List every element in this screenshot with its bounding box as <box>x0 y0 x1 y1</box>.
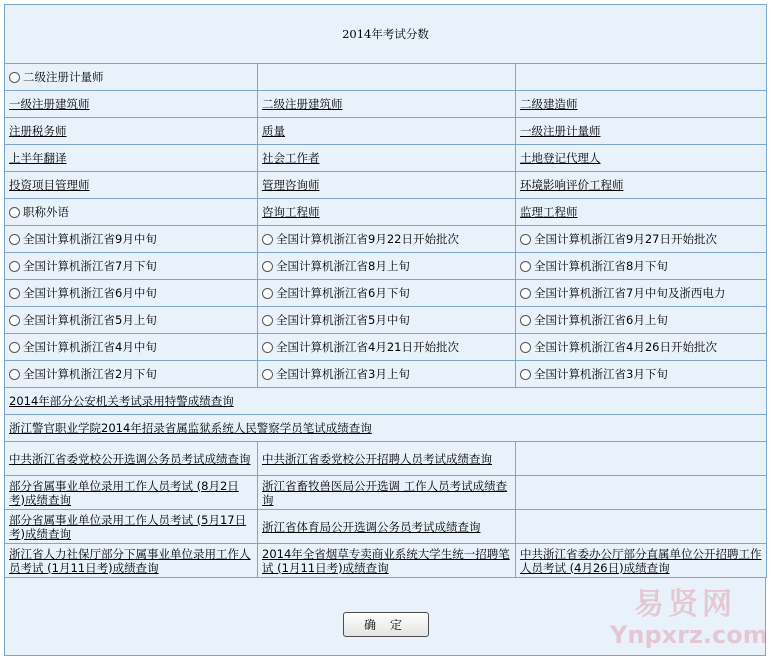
radio-button[interactable] <box>9 315 20 326</box>
radio-button[interactable] <box>9 261 20 272</box>
exam-link-cell <box>258 442 516 476</box>
table-row <box>5 334 767 361</box>
exam-link-cell <box>5 172 258 199</box>
radio-option <box>5 280 258 307</box>
exam-link[interactable]: 管理咨询师 <box>262 178 320 192</box>
radio-option <box>258 280 516 307</box>
exam-link[interactable]: 一级注册计量师 <box>520 124 601 138</box>
radio-button[interactable] <box>520 342 531 353</box>
watermark-url: Ynpxrz.com <box>610 621 768 649</box>
exam-link[interactable]: 投资项目管理师 <box>9 178 90 192</box>
exam-link[interactable]: 中共浙江省委办公厅部分直属单位公开招聘工作人员考试 (4月26日)成绩查询 <box>520 546 762 575</box>
exam-link[interactable]: 2014年全省烟草专卖商业系统大学生统一招聘笔试 (1月11日考)成绩查询 <box>262 546 510 575</box>
table-row <box>5 544 767 578</box>
exam-link-cell <box>5 476 258 510</box>
radio-label[interactable]: 全国计算机浙江省3月下旬 <box>534 367 668 381</box>
exam-link-cell <box>258 118 516 145</box>
radio-label[interactable]: 全国计算机浙江省6月中旬 <box>23 286 157 300</box>
radio-label[interactable]: 全国计算机浙江省9月中旬 <box>23 232 157 246</box>
radio-button[interactable] <box>9 234 20 245</box>
exam-link[interactable]: 质量 <box>262 124 285 138</box>
exam-link[interactable]: 社会工作者 <box>262 151 320 165</box>
radio-label[interactable]: 全国计算机浙江省7月中旬及浙西电力 <box>534 286 726 300</box>
exam-link-cell <box>516 145 767 172</box>
radio-label[interactable]: 全国计算机浙江省4月21日开始批次 <box>276 340 459 354</box>
confirm-button[interactable]: 确定 <box>343 612 429 637</box>
table-row <box>5 442 767 476</box>
exam-link-cell <box>258 145 516 172</box>
radio-label[interactable]: 全国计算机浙江省8月下旬 <box>534 259 668 273</box>
exam-link-cell <box>5 91 258 118</box>
table-row <box>5 145 767 172</box>
empty-cell <box>516 64 767 91</box>
watermark-text: 易贤网 <box>634 587 736 622</box>
table-row <box>5 510 767 544</box>
radio-option <box>516 226 767 253</box>
exam-link-cell <box>258 199 516 226</box>
radio-button[interactable] <box>9 288 20 299</box>
exam-link[interactable]: 二级建造师 <box>520 97 578 111</box>
exam-link[interactable]: 浙江省体育局公开选调公务员考试成绩查询 <box>262 519 481 534</box>
radio-label[interactable]: 全国计算机浙江省5月中旬 <box>276 313 410 327</box>
exam-link-cell <box>5 415 767 442</box>
exam-link-cell <box>5 510 258 544</box>
exam-link-cell <box>258 476 516 510</box>
radio-button[interactable] <box>520 261 531 272</box>
exam-link[interactable]: 中共浙江省委党校公开选调公务员考试成绩查询 <box>9 451 251 466</box>
radio-button[interactable] <box>9 369 20 380</box>
radio-option <box>258 307 516 334</box>
exam-link-cell <box>258 510 516 544</box>
table-row <box>5 226 767 253</box>
exam-link-cell <box>516 118 767 145</box>
exam-link[interactable]: 环境影响评价工程师 <box>520 178 624 192</box>
radio-option <box>5 199 258 226</box>
table-row <box>5 307 767 334</box>
exam-link[interactable]: 注册税务师 <box>9 124 67 138</box>
radio-label[interactable]: 全国计算机浙江省4月26日开始批次 <box>534 340 717 354</box>
exam-link-cell <box>516 199 767 226</box>
exam-link-cell <box>5 388 767 415</box>
radio-label[interactable]: 全国计算机浙江省9月27日开始批次 <box>534 232 717 246</box>
exam-link[interactable]: 中共浙江省委党校公开招聘人员考试成绩查询 <box>262 451 492 466</box>
radio-button[interactable] <box>262 315 273 326</box>
radio-option <box>5 226 258 253</box>
exam-link[interactable]: 上半年翻译 <box>9 151 67 165</box>
radio-label[interactable]: 全国计算机浙江省9月22日开始批次 <box>276 232 459 246</box>
radio-label[interactable]: 全国计算机浙江省8月上旬 <box>276 259 410 273</box>
radio-option <box>516 361 767 388</box>
radio-button[interactable] <box>520 288 531 299</box>
radio-option <box>5 253 258 280</box>
exam-link[interactable]: 部分省属事业单位录用工作人员考试 (5月17日考)成绩查询 <box>9 512 247 541</box>
radio-button[interactable] <box>262 342 273 353</box>
radio-button[interactable] <box>262 234 273 245</box>
exam-link-cell <box>258 91 516 118</box>
exam-link-cell <box>5 544 258 578</box>
radio-label[interactable]: 全国计算机浙江省5月上旬 <box>23 313 157 327</box>
exam-link-cell <box>516 544 767 578</box>
radio-label[interactable]: 职称外语 <box>23 205 69 219</box>
exam-link-cell <box>5 145 258 172</box>
exam-link[interactable]: 浙江省人力社保厅部分下属事业单位录用工作人员考试 (1月11日考)成绩查询 <box>9 546 251 575</box>
exam-link[interactable]: 土地登记代理人 <box>520 151 601 165</box>
table-row <box>5 476 767 510</box>
radio-option <box>516 334 767 361</box>
radio-label[interactable]: 全国计算机浙江省7月下旬 <box>23 259 157 273</box>
radio-option <box>258 361 516 388</box>
table-row <box>5 118 767 145</box>
radio-button[interactable] <box>520 369 531 380</box>
exam-link-cell <box>5 118 258 145</box>
exam-link-cell <box>258 544 516 578</box>
exam-link[interactable]: 部分省属事业单位录用工作人员考试 (8月2日考)成绩查询 <box>9 478 239 507</box>
radio-label[interactable]: 全国计算机浙江省6月下旬 <box>276 286 410 300</box>
empty-cell <box>516 510 767 544</box>
table-row <box>5 199 767 226</box>
exam-link-cell <box>258 172 516 199</box>
radio-label[interactable]: 二级注册计量师 <box>23 70 104 84</box>
radio-button[interactable] <box>262 261 273 272</box>
exam-link-cell <box>5 442 258 476</box>
radio-button[interactable] <box>520 234 531 245</box>
radio-option <box>516 280 767 307</box>
radio-button[interactable] <box>9 342 20 353</box>
exam-link[interactable]: 二级注册建筑师 <box>262 97 343 111</box>
radio-label[interactable]: 全国计算机浙江省2月下旬 <box>23 367 157 381</box>
radio-label[interactable]: 全国计算机浙江省3月上旬 <box>276 367 410 381</box>
exam-link-cell <box>516 91 767 118</box>
radio-option <box>516 253 767 280</box>
table-row <box>5 253 767 280</box>
exam-link[interactable]: 一级注册建筑师 <box>9 97 90 111</box>
table-row <box>5 280 767 307</box>
table-row <box>5 172 767 199</box>
radio-option <box>258 253 516 280</box>
exam-link[interactable]: 监理工程师 <box>520 205 578 219</box>
exam-link[interactable]: 浙江警官职业学院2014年招录省属监狱系统人民警察学员笔试成绩查询 <box>9 421 372 435</box>
radio-button[interactable] <box>262 369 273 380</box>
radio-option <box>5 64 258 91</box>
radio-button[interactable] <box>262 288 273 299</box>
radio-button[interactable] <box>520 315 531 326</box>
page-title: 2014年考试分数 <box>5 5 767 64</box>
table-row <box>5 64 767 91</box>
table-row <box>5 415 767 442</box>
radio-option <box>5 307 258 334</box>
exam-score-table <box>4 4 767 578</box>
empty-cell <box>516 476 767 510</box>
radio-button[interactable] <box>9 72 20 83</box>
table-row <box>5 388 767 415</box>
empty-cell <box>258 64 516 91</box>
radio-option <box>5 361 258 388</box>
exam-link-cell <box>516 172 767 199</box>
exam-link[interactable]: 咨询工程师 <box>262 205 320 219</box>
exam-link[interactable]: 2014年部分公安机关考试录用特警成绩查询 <box>9 394 234 408</box>
radio-label[interactable]: 全国计算机浙江省6月上旬 <box>534 313 668 327</box>
empty-cell <box>516 442 767 476</box>
exam-link[interactable]: 浙江省畜牧兽医局公开选调 工作人员考试成绩查询 <box>262 478 508 507</box>
table-row <box>5 361 767 388</box>
radio-label[interactable]: 全国计算机浙江省4月中旬 <box>23 340 157 354</box>
radio-option <box>516 307 767 334</box>
radio-option <box>258 226 516 253</box>
radio-option <box>258 334 516 361</box>
radio-button[interactable] <box>9 207 20 218</box>
table-row <box>5 91 767 118</box>
radio-option <box>5 334 258 361</box>
